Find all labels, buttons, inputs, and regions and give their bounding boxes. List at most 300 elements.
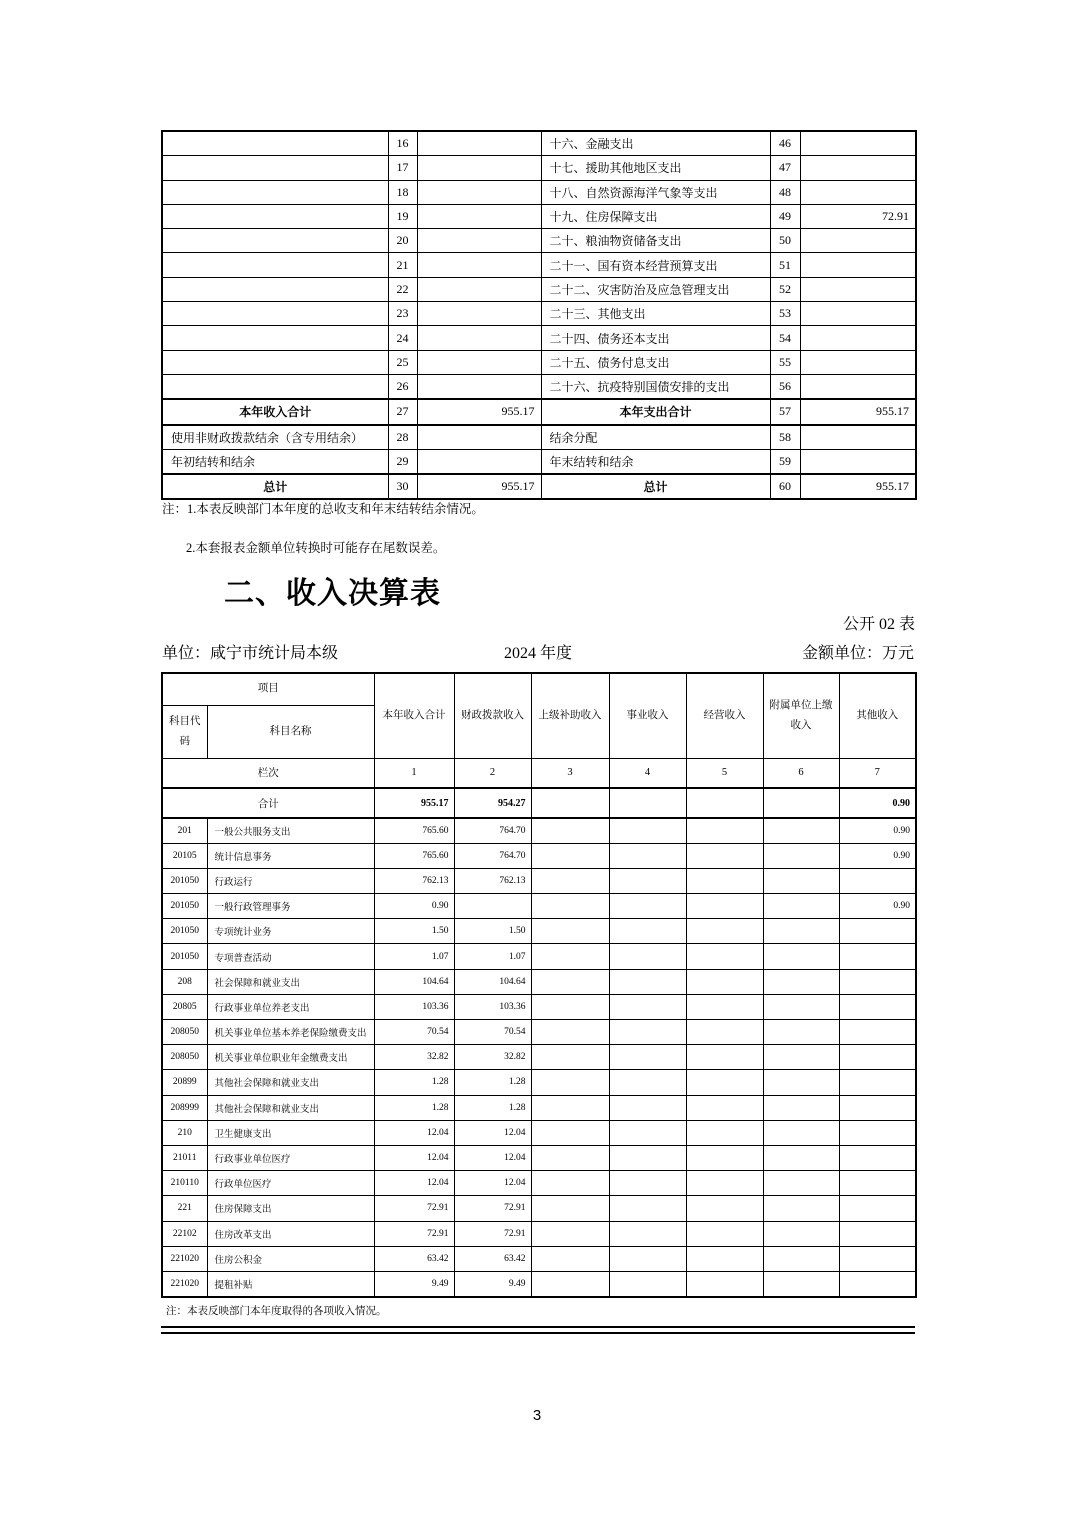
value-cell: 12.04	[374, 1120, 454, 1145]
value-cell	[763, 868, 839, 893]
value-cell	[609, 1171, 686, 1196]
subject-name-cell: 其他社会保障和就业支出	[207, 1095, 374, 1120]
value-cell	[839, 1196, 916, 1221]
value-cell	[686, 1271, 763, 1296]
value-cell	[531, 1271, 609, 1296]
row-number-cell: 53	[770, 302, 800, 326]
income-amount-cell	[417, 156, 541, 180]
row-number-cell: 18	[388, 180, 417, 204]
value-cell	[609, 1145, 686, 1170]
value-cell	[609, 818, 686, 843]
data-row	[162, 1020, 916, 1045]
value-cell	[839, 1171, 916, 1196]
income-amount-cell	[417, 253, 541, 277]
expense-amount-cell	[800, 449, 916, 474]
row-number-cell: 17	[388, 156, 417, 180]
table-row	[162, 131, 916, 156]
table-row	[162, 204, 916, 228]
expense-item-cell: 十六、金融支出	[541, 131, 770, 156]
value-cell	[763, 944, 839, 969]
subject-code-cell: 22102	[162, 1221, 207, 1246]
value-cell	[763, 818, 839, 843]
row-number-cell: 57	[770, 399, 800, 424]
income-item-cell	[162, 253, 388, 277]
income-amount-cell: 955.17	[417, 399, 541, 424]
table-row	[162, 399, 916, 424]
expense-item-cell: 结余分配	[541, 425, 770, 450]
expense-item-cell: 二十五、债务付息支出	[541, 350, 770, 374]
subject-code-cell: 201050	[162, 944, 207, 969]
row-number-cell: 30	[388, 474, 417, 499]
expense-item-cell: 二十六、抗疫特别国债安排的支出	[541, 374, 770, 399]
value-cell	[763, 1145, 839, 1170]
value-cell: 1.28	[374, 1070, 454, 1095]
column-index-cell: 1	[374, 758, 454, 788]
value-cell: 104.64	[454, 969, 531, 994]
value-cell	[686, 919, 763, 944]
value-cell	[763, 1271, 839, 1296]
subject-name-cell: 机关事业单位基本养老保险缴费支出	[207, 1020, 374, 1045]
row-number-cell: 49	[770, 204, 800, 228]
value-cell	[839, 969, 916, 994]
value-cell	[609, 994, 686, 1019]
value-cell: 762.13	[454, 868, 531, 893]
value-cell	[686, 1095, 763, 1120]
value-cell	[609, 969, 686, 994]
row-number-cell: 54	[770, 326, 800, 350]
expense-item-cell: 二十一、国有资本经营预算支出	[541, 253, 770, 277]
value-cell: 765.60	[374, 843, 454, 868]
income-amount-cell	[417, 302, 541, 326]
subject-name-cell: 统计信息事务	[207, 843, 374, 868]
total-value-cell	[686, 788, 763, 818]
subject-code-cell: 21011	[162, 1145, 207, 1170]
summary-note-1: 注：1.本表反映部门本年度的总收支和年末结转结余情况。	[162, 502, 484, 516]
value-cell	[686, 1171, 763, 1196]
value-cell	[531, 1095, 609, 1120]
value-cell	[686, 994, 763, 1019]
total-value-cell: 955.17	[374, 788, 454, 818]
income-item-cell	[162, 277, 388, 301]
value-cell	[531, 944, 609, 969]
table-row	[162, 474, 916, 499]
value-cell: 70.54	[374, 1020, 454, 1045]
value-cell	[609, 1221, 686, 1246]
subject-code-cell: 208999	[162, 1095, 207, 1120]
header-project: 项目	[162, 673, 374, 705]
expense-amount-cell	[800, 156, 916, 180]
income-item-cell: 总计	[162, 474, 388, 499]
table-row	[162, 229, 916, 253]
total-value-cell	[609, 788, 686, 818]
data-row	[162, 969, 916, 994]
income-item-cell	[162, 204, 388, 228]
expense-amount-cell	[800, 131, 916, 156]
value-cell: 1.28	[454, 1070, 531, 1095]
fiscal-year-label: 2024 年度	[503, 645, 572, 662]
subject-name-cell: 提租补贴	[207, 1271, 374, 1296]
income-item-cell	[162, 229, 388, 253]
expense-item-cell: 二十、粮油物资储备支出	[541, 229, 770, 253]
value-cell: 103.36	[374, 994, 454, 1019]
value-cell	[839, 994, 916, 1019]
total-label: 合计	[162, 788, 374, 818]
header-column: 上级补助收入	[531, 673, 609, 758]
value-cell: 70.54	[454, 1020, 531, 1045]
table-meta-line	[161, 640, 915, 662]
subject-code-cell: 20805	[162, 994, 207, 1019]
expense-amount-cell	[800, 229, 916, 253]
value-cell	[531, 1020, 609, 1045]
header-column: 经营收入	[686, 673, 763, 758]
row-number-cell: 19	[388, 204, 417, 228]
expense-amount-cell	[800, 425, 916, 450]
value-cell: 12.04	[454, 1171, 531, 1196]
value-cell	[531, 894, 609, 919]
expense-amount-cell	[800, 277, 916, 301]
subject-code-cell: 20105	[162, 843, 207, 868]
value-cell: 1.50	[374, 919, 454, 944]
income-item-cell: 年初结转和结余	[162, 449, 388, 474]
value-cell: 0.90	[374, 894, 454, 919]
value-cell	[609, 1095, 686, 1120]
expense-item-cell: 年末结转和结余	[541, 449, 770, 474]
value-cell: 12.04	[374, 1171, 454, 1196]
value-cell	[763, 1120, 839, 1145]
value-cell: 764.70	[454, 843, 531, 868]
expense-item-cell: 二十三、其他支出	[541, 302, 770, 326]
row-number-cell: 25	[388, 350, 417, 374]
expense-amount-cell	[800, 326, 916, 350]
value-cell	[686, 1020, 763, 1045]
value-cell	[609, 1020, 686, 1045]
value-cell	[531, 919, 609, 944]
value-cell	[763, 1070, 839, 1095]
income-amount-cell	[417, 425, 541, 450]
value-cell: 12.04	[454, 1120, 531, 1145]
value-cell	[763, 1246, 839, 1271]
value-cell	[609, 1271, 686, 1296]
table-row	[162, 374, 916, 399]
row-number-cell: 56	[770, 374, 800, 399]
income-item-cell	[162, 302, 388, 326]
value-cell: 103.36	[454, 994, 531, 1019]
value-cell	[609, 1045, 686, 1070]
value-cell	[531, 994, 609, 1019]
column-index-cell: 4	[609, 758, 686, 788]
subject-name-cell: 机关事业单位职业年金缴费支出	[207, 1045, 374, 1070]
income-amount-cell	[417, 326, 541, 350]
column-index-row	[162, 758, 916, 788]
value-cell	[763, 1171, 839, 1196]
data-row	[162, 1145, 916, 1170]
value-cell	[531, 1246, 609, 1271]
column-index-cell: 5	[686, 758, 763, 788]
column-index-cell: 7	[839, 758, 916, 788]
subject-name-cell: 住房公积金	[207, 1246, 374, 1271]
data-row	[162, 1171, 916, 1196]
value-cell	[686, 868, 763, 893]
table-public-label: 公开 02 表	[842, 616, 915, 633]
total-value-cell: 0.90	[839, 788, 916, 818]
expense-amount-cell	[800, 374, 916, 399]
subject-code-cell: 221	[162, 1196, 207, 1221]
value-cell	[686, 1246, 763, 1271]
value-cell: 765.60	[374, 818, 454, 843]
data-row	[162, 1120, 916, 1145]
income-amount-cell	[417, 449, 541, 474]
value-cell	[531, 969, 609, 994]
table-row	[162, 425, 916, 450]
value-cell	[686, 894, 763, 919]
subject-code-cell: 208050	[162, 1045, 207, 1070]
value-cell	[839, 1246, 916, 1271]
subject-name-cell: 行政运行	[207, 868, 374, 893]
subject-code-cell: 201050	[162, 894, 207, 919]
value-cell: 72.91	[454, 1196, 531, 1221]
row-number-cell: 23	[388, 302, 417, 326]
value-cell	[839, 1221, 916, 1246]
row-number-cell: 50	[770, 229, 800, 253]
row-number-cell: 22	[388, 277, 417, 301]
value-cell	[763, 1095, 839, 1120]
row-number-cell: 26	[388, 374, 417, 399]
value-cell: 63.42	[374, 1246, 454, 1271]
value-cell: 0.90	[839, 818, 916, 843]
expense-amount-cell: 72.91	[800, 204, 916, 228]
value-cell	[839, 1120, 916, 1145]
value-cell	[839, 1020, 916, 1045]
value-cell	[839, 1045, 916, 1070]
subject-name-cell: 社会保障和就业支出	[207, 969, 374, 994]
value-cell	[609, 1070, 686, 1095]
double-rule	[161, 1326, 915, 1334]
income-item-cell: 使用非财政拨款结余（含专用结余）	[162, 425, 388, 450]
subject-name-cell: 行政单位医疗	[207, 1171, 374, 1196]
subject-name-cell: 一般公共服务支出	[207, 818, 374, 843]
data-row	[162, 994, 916, 1019]
income-amount-cell	[417, 180, 541, 204]
value-cell	[839, 1095, 916, 1120]
row-number-cell: 47	[770, 156, 800, 180]
value-cell	[763, 1045, 839, 1070]
header-column: 本年收入合计	[374, 673, 454, 758]
subject-code-cell: 20899	[162, 1070, 207, 1095]
summary-table	[161, 130, 917, 500]
subject-name-cell: 一般行政管理事务	[207, 894, 374, 919]
data-row	[162, 1045, 916, 1070]
expense-item-cell: 十八、自然资源海洋气象等支出	[541, 180, 770, 204]
header-column: 其他收入	[839, 673, 916, 758]
expense-amount-cell: 955.17	[800, 399, 916, 424]
subject-name-cell: 行政事业单位养老支出	[207, 994, 374, 1019]
expense-item-cell: 二十四、债务还本支出	[541, 326, 770, 350]
subject-name-cell: 卫生健康支出	[207, 1120, 374, 1145]
value-cell	[609, 1246, 686, 1271]
income-item-cell	[162, 131, 388, 156]
value-cell	[763, 1221, 839, 1246]
income-amount-cell	[417, 350, 541, 374]
expense-amount-cell	[800, 302, 916, 326]
column-index-cell: 6	[763, 758, 839, 788]
value-cell: 12.04	[454, 1145, 531, 1170]
row-number-cell: 51	[770, 253, 800, 277]
value-cell	[609, 868, 686, 893]
data-row	[162, 1221, 916, 1246]
value-cell: 1.50	[454, 919, 531, 944]
section-title: 二、收入决算表	[224, 577, 441, 610]
row-number-cell: 46	[770, 131, 800, 156]
value-cell	[609, 843, 686, 868]
value-cell	[763, 1020, 839, 1045]
value-cell	[454, 894, 531, 919]
expense-amount-cell	[800, 350, 916, 374]
value-cell	[763, 843, 839, 868]
value-cell: 1.28	[454, 1095, 531, 1120]
value-cell: 72.91	[374, 1196, 454, 1221]
value-cell	[763, 919, 839, 944]
value-cell: 72.91	[454, 1221, 531, 1246]
value-cell: 32.82	[454, 1045, 531, 1070]
page-number: 3	[532, 1407, 542, 1424]
row-number-cell: 60	[770, 474, 800, 499]
value-cell: 1.28	[374, 1095, 454, 1120]
income-item-cell	[162, 326, 388, 350]
subject-code-cell: 201050	[162, 868, 207, 893]
total-value-cell	[763, 788, 839, 818]
data-row	[162, 944, 916, 969]
subject-name-cell: 住房改革支出	[207, 1221, 374, 1246]
total-row	[162, 788, 916, 818]
expense-item-cell: 总计	[541, 474, 770, 499]
row-number-cell: 52	[770, 277, 800, 301]
header-row-project	[162, 673, 916, 705]
value-cell	[763, 894, 839, 919]
data-row	[162, 1095, 916, 1120]
value-cell	[531, 843, 609, 868]
data-row	[162, 1070, 916, 1095]
value-cell	[609, 919, 686, 944]
subject-code-cell: 201050	[162, 919, 207, 944]
row-number-cell: 16	[388, 131, 417, 156]
expense-amount-cell: 955.17	[800, 474, 916, 499]
income-table	[161, 672, 917, 1298]
value-cell: 0.90	[839, 894, 916, 919]
income-item-cell	[162, 156, 388, 180]
row-number-cell: 48	[770, 180, 800, 204]
subject-code-cell: 208050	[162, 1020, 207, 1045]
subject-name-cell: 其他社会保障和就业支出	[207, 1070, 374, 1095]
value-cell	[686, 818, 763, 843]
summary-note-2: 2.本套报表金额单位转换时可能存在尾数误差。	[186, 541, 446, 555]
value-cell	[531, 818, 609, 843]
subject-code-cell: 210110	[162, 1171, 207, 1196]
income-item-cell	[162, 350, 388, 374]
data-row	[162, 1246, 916, 1271]
value-cell	[686, 1221, 763, 1246]
value-cell	[609, 1196, 686, 1221]
value-cell: 104.64	[374, 969, 454, 994]
value-cell	[609, 944, 686, 969]
expense-item-cell: 十九、住房保障支出	[541, 204, 770, 228]
header-subject-code: 科目代码	[162, 705, 207, 758]
value-cell	[686, 944, 763, 969]
value-cell	[763, 994, 839, 1019]
subject-name-cell: 专项统计业务	[207, 919, 374, 944]
value-cell	[531, 1120, 609, 1145]
value-cell: 1.07	[374, 944, 454, 969]
table-row	[162, 180, 916, 204]
value-cell	[686, 1045, 763, 1070]
amount-unit-label: 金额单位：万元	[801, 645, 914, 662]
data-row	[162, 868, 916, 893]
income-amount-cell: 955.17	[417, 474, 541, 499]
table-row	[162, 326, 916, 350]
value-cell: 9.49	[374, 1271, 454, 1296]
value-cell	[531, 1221, 609, 1246]
value-cell	[839, 919, 916, 944]
expense-amount-cell	[800, 180, 916, 204]
subject-code-cell: 221020	[162, 1246, 207, 1271]
income-amount-cell	[417, 204, 541, 228]
data-row	[162, 894, 916, 919]
value-cell	[686, 1196, 763, 1221]
value-cell	[609, 1120, 686, 1145]
value-cell: 12.04	[374, 1145, 454, 1170]
income-amount-cell	[417, 131, 541, 156]
value-cell	[686, 843, 763, 868]
subject-code-cell: 208	[162, 969, 207, 994]
value-cell	[531, 868, 609, 893]
column-index-cell: 2	[454, 758, 531, 788]
value-cell: 0.90	[839, 843, 916, 868]
table-row	[162, 277, 916, 301]
expense-amount-cell	[800, 253, 916, 277]
value-cell	[839, 1271, 916, 1296]
row-number-cell: 59	[770, 449, 800, 474]
value-cell	[609, 894, 686, 919]
header-column: 财政拨款收入	[454, 673, 531, 758]
column-index-label: 栏次	[162, 758, 374, 788]
value-cell	[686, 1145, 763, 1170]
income-amount-cell	[417, 229, 541, 253]
value-cell	[531, 1070, 609, 1095]
value-cell	[531, 1045, 609, 1070]
value-cell	[686, 1070, 763, 1095]
value-cell	[839, 868, 916, 893]
row-number-cell: 58	[770, 425, 800, 450]
value-cell	[531, 1196, 609, 1221]
data-row	[162, 919, 916, 944]
data-row	[162, 1271, 916, 1296]
table-row	[162, 253, 916, 277]
value-cell	[686, 1120, 763, 1145]
table-row	[162, 156, 916, 180]
value-cell: 63.42	[454, 1246, 531, 1271]
header-column: 事业收入	[609, 673, 686, 758]
data-row	[162, 1196, 916, 1221]
value-cell	[531, 1145, 609, 1170]
subject-code-cell: 210	[162, 1120, 207, 1145]
expense-item-cell: 十七、援助其他地区支出	[541, 156, 770, 180]
subject-code-cell: 201	[162, 818, 207, 843]
header-column: 附属单位上缴收入	[763, 673, 839, 758]
total-value-cell	[531, 788, 609, 818]
table-row	[162, 449, 916, 474]
expense-item-cell: 二十二、灾害防治及应急管理支出	[541, 277, 770, 301]
value-cell: 72.91	[374, 1221, 454, 1246]
value-cell	[839, 1070, 916, 1095]
